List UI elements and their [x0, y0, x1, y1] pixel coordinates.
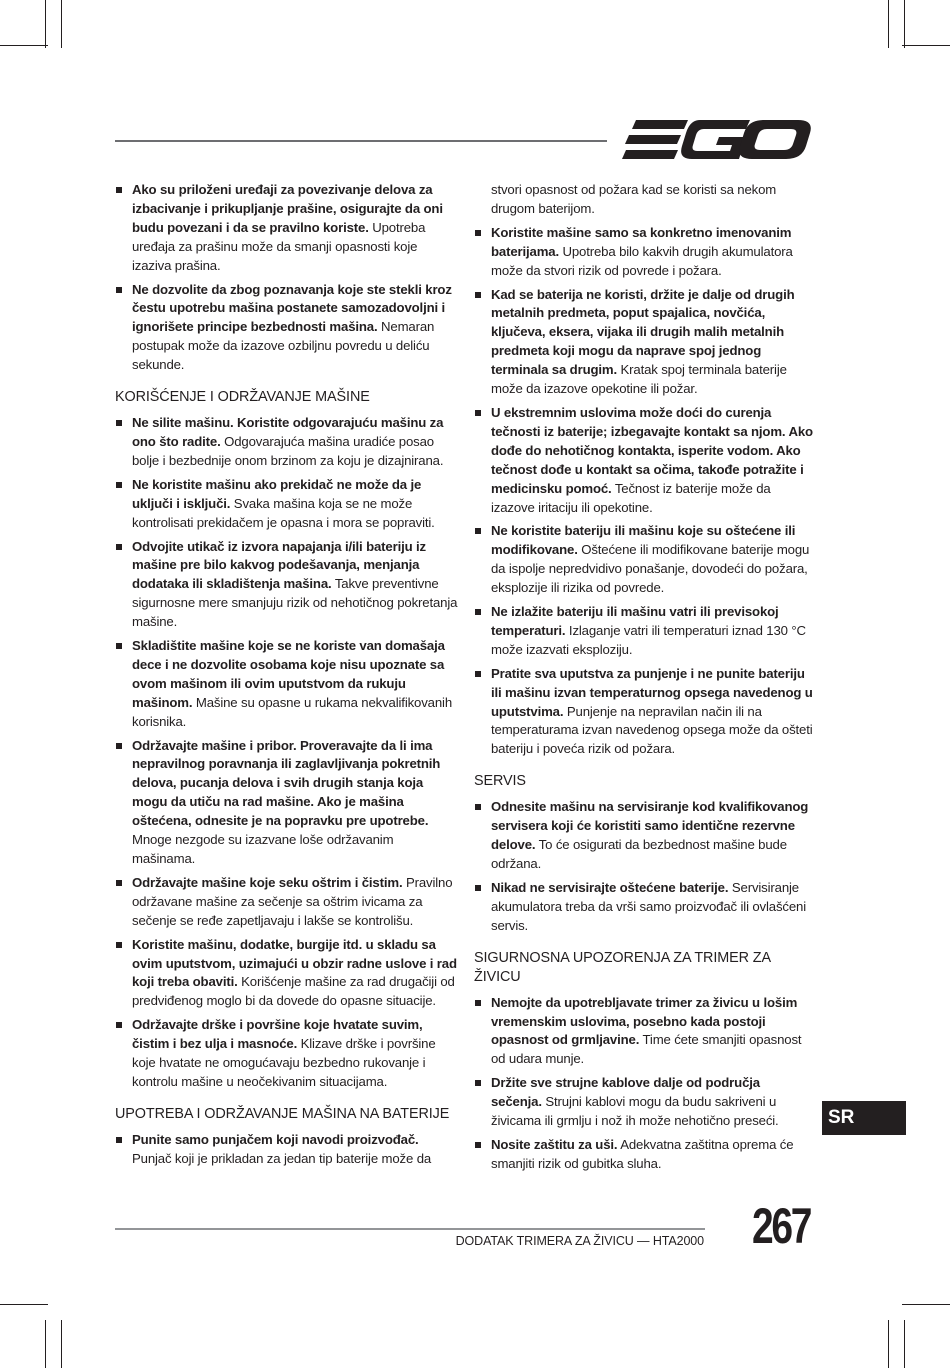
language-tab: SR [822, 1101, 906, 1135]
right-column [474, 181, 814, 1179]
page-number: 267 [752, 1198, 811, 1254]
list-item: Punite samo punjačem koji navodi proizvođač. Punjač koji je prikladan za jedan tip baterije može da [115, 1131, 460, 1169]
list-item: Skladištite mašine koje se ne koriste van domašaja dece i ne dozvolite osobama koje nisu upoznate sa ovom mašinom ili ovim uputstvom da rukuju mašinom. Mašine su opasne u rukama nekvalifikovanih korisnika. [115, 637, 460, 732]
section-heading: SIGURNOSNA UPOZORENJA ZA TRIMER ZA ŽIVICU [474, 949, 771, 985]
list-item: Ne izlažite bateriju ili mašinu vatri ili previsokoj temperaturi. Izlaganje vatri ili temperaturi iznad 130 °C može izazvati eksploziju. [474, 603, 814, 660]
list-item: Ne koristite bateriju ili mašinu koje su oštećene ili modifikovane. Oštećene ili modifikovane baterije mogu da ispolje nepredvidivo ponašanje, dovodeći do požara, eksplozije ili rizika od povrede. [474, 522, 814, 598]
list-item: Nosite zaštitu za uši. Adekvatna zaštitna oprema će smanjiti rizik od gubitka sluha. [474, 1136, 814, 1174]
list-item: Pratite sva uputstva za punjenje i ne punite bateriju ili mašinu izvan temperaturnog opsega navedenog u uputstvima. Punjenje na nepravilan način ili na temperaturama izvan navedenog opsega može da ošteti bateriju i poveća rizik od požara. [474, 665, 814, 760]
bullet-icon [475, 1000, 481, 1006]
list-item: Odnesite mašinu na servisiranje kod kvalifikovanog servisera koji će koristiti samo identične rezervne delove. To će osigurati da bezbednost mašine bude održana. [474, 798, 814, 874]
bullet-icon [116, 544, 122, 550]
crop-mark [888, 0, 889, 48]
bullet-icon [116, 880, 122, 886]
crop-mark [0, 45, 48, 46]
list-item: Odvojite utikač iz izvora napajanja i/ili bateriju iz mašine pre bilo kakvog podešavanja, menjanja dodataka ili skladištenja mašina. Takve preventivne sigurnosne mere smanjuju rizik od nehotičnog pokretanja mašine. [115, 538, 460, 633]
crop-mark [45, 0, 46, 48]
list-item: U ekstremnim uslovima može doći do curenja tečnosti iz baterije; izbegavajte kontakt sa njom. Ako dođe do nehotičnog kontakta, isperite vodom. Ako tečnost dođe u kontakt sa očima, takođe potražite i medicinsku pomoć. Tečnost iz baterije može da izazove iritaciju ili opekotine. [474, 404, 814, 517]
list-item: Ne koristite mašinu ako prekidač ne može da je uključi i isključi. Svaka mašina koja se ne može kontrolisati prekidačem je opasna i mora se popraviti. [115, 476, 460, 533]
list-item: Nemojte da upotrebljavate trimer za živicu u lošim vremenskim uslovima, posebno kada postoji opasnost od grmljavine. Time ćete smanjiti opasnost od udara munje. [474, 994, 814, 1070]
crop-mark [902, 1304, 950, 1305]
left-column [115, 181, 460, 1174]
bullet-icon [475, 528, 481, 534]
bullet-icon [475, 1142, 481, 1148]
bullet-icon [475, 292, 481, 298]
bullet-icon [116, 743, 122, 749]
header-rule [115, 140, 607, 142]
bullet-icon [116, 643, 122, 649]
list-item: Držite sve strujne kablove dalje od područja sečenja. Strujni kablovi mogu da budu sakriveni u živicama ili grmlju i nož ih može nehotično preseći. [474, 1074, 814, 1131]
list-item: Ako su priloženi uređaji za povezivanje delova za izbacivanje i prikupljanje prašine, osigurajte da oni budu povezani i da se pravilno koriste. Upotreba uređaja za prašinu može da smanji opasnosti koje izaziva prašina. [115, 181, 460, 276]
bullet-icon [116, 1022, 122, 1028]
bullet-icon [475, 671, 481, 677]
crop-mark [45, 1320, 46, 1368]
crop-mark [904, 1320, 905, 1368]
bullet-icon [116, 1137, 122, 1143]
ego-logo [622, 118, 812, 162]
bullet-icon [116, 187, 122, 193]
footer-rule [115, 1228, 705, 1230]
crop-mark [61, 0, 62, 48]
section-heading: KORIŠĆENJE I ODRŽAVANJE MAŠINE [115, 389, 370, 406]
bullet-icon [475, 230, 481, 236]
crop-mark [0, 1304, 48, 1305]
bullet-icon [116, 482, 122, 488]
bullet-icon [116, 942, 122, 948]
continued-text: stvori opasnost od požara kad se koristi sa nekom drugom baterijom. [491, 182, 777, 216]
list-item: Koristite mašine samo sa konkretno imenovanim baterijama. Upotreba bilo kakvih drugih akumulatora može da stvori rizik od povrede i požara. [474, 224, 814, 281]
list-item: Koristite mašinu, dodatke, burgije itd. u skladu sa ovim uputstvom, uzimajući u obzir radne uslove i rad koji treba obaviti. Korišćenje mašine za rad drugačiji od predviđenog moglo bi da dovede do opasne situacije. [115, 936, 460, 1012]
bullet-icon [475, 609, 481, 615]
list-item: Nikad ne servisirajte oštećene baterije. Servisiranje akumulatora treba da vrši samo proizvođač ili ovlašćeni servis. [474, 879, 814, 936]
bullet-icon [475, 885, 481, 891]
section-heading: UPOTREBA I ODRŽAVANJE MAŠINA NA BATERIJE [115, 1105, 450, 1122]
list-item: Kad se baterija ne koristi, držite je dalje od drugih metalnih predmeta, poput spajalica, novčića, ključeva, eksera, vijaka ili drugih malih metalnih predmeta koji mogu da naprave spoj jednog terminala sa drugim. Kratak spoj terminala baterije može da izazove opekotine ili požar. [474, 286, 814, 399]
bullet-icon [475, 804, 481, 810]
crop-mark [61, 1320, 62, 1368]
list-item: Održavajte mašine koje seku oštrim i čistim. Pravilno održavane mašine za sečenje sa oštrim ivicama za sečenje se ređe zapetljavaju i lakše se kontrolišu. [115, 874, 460, 931]
list-item: Ne dozvolite da zbog poznavanja koje ste stekli kroz čestu upotrebu mašina postanete samozadovoljni i ignorišete principe bezbednosti mašina. Nemaran postupak može da izazove ozbiljnu povredu u deliću sekunde. [115, 281, 460, 376]
list-item: Održavajte mašine i pribor. Proveravajte da li ima nepravilnog poravnanja ili zaglavljivanja pokretnih delova, pucanja delova i svih drugih stanja koja mogu da utiču na rad mašine. Ako je mašina oštećena, odnesite je na popravku pre upotrebe. Mnoge nezgode su izazvane loše održavanim mašinama. [115, 737, 460, 869]
bullet-icon [116, 420, 122, 426]
bullet-icon [116, 287, 122, 293]
footer-title: DODATAK TRIMERA ZA ŽIVICU — HTA2000 [455, 1234, 704, 1248]
bullet-icon [475, 410, 481, 416]
crop-mark [888, 1320, 889, 1368]
list-item: Ne silite mašinu. Koristite odgovarajuću mašinu za ono što radite. Odgovarajuća mašina uradiće posao bolje i bezbednije onom brzinom za koju je dizajnirana. [115, 414, 460, 471]
section-heading: SERVIS [474, 773, 526, 790]
bullet-icon [475, 1080, 481, 1086]
list-item: Održavajte drške i površine koje hvatate suvim, čistim i bez ulja i masnoće. Klizave drške i površine koje hvatate ne omogućavaju bezbedno rukovanje i kontrolu mašine u neočekivanim situacijama. [115, 1016, 460, 1092]
crop-mark [902, 45, 950, 46]
crop-mark [904, 0, 905, 48]
